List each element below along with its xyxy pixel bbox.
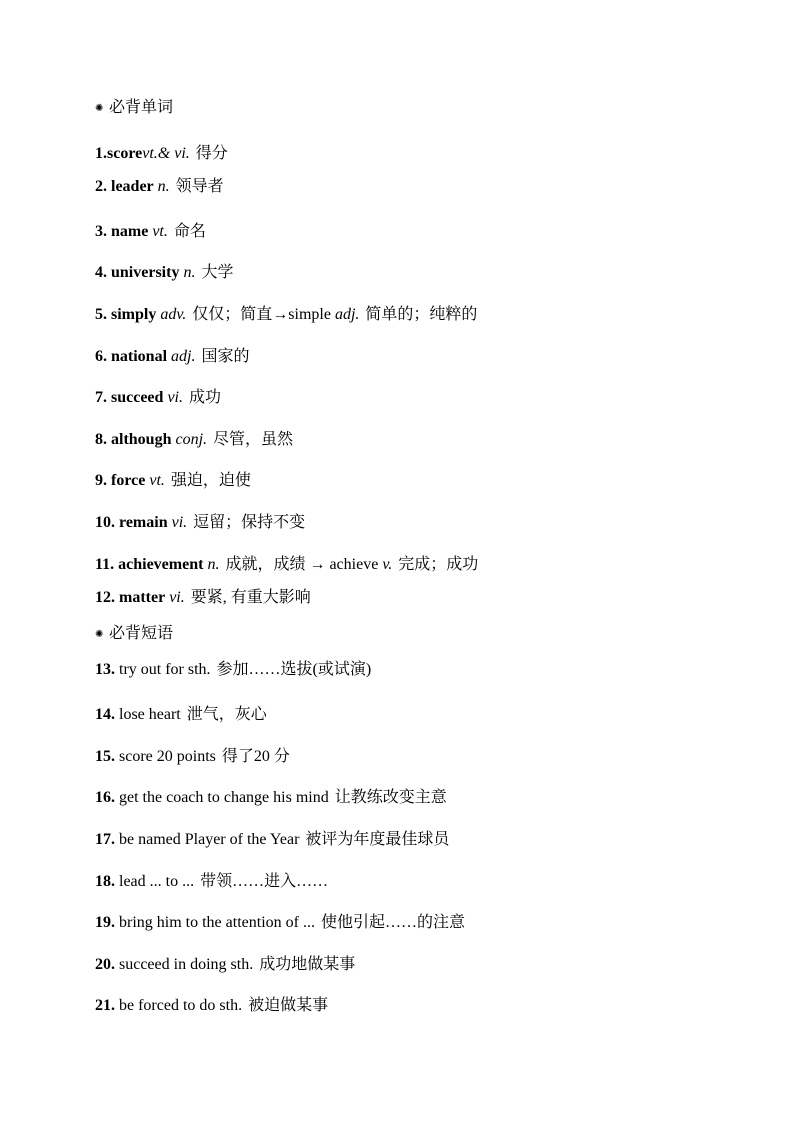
related-part-of-speech: adj. <box>334 306 360 323</box>
related-meaning: 简单的；纯粹的 <box>365 306 478 323</box>
phrase-entry <box>95 660 371 680</box>
entry-word: score <box>107 145 143 162</box>
entry-number: 18. <box>95 873 115 890</box>
word-entry <box>95 388 221 408</box>
entry-meaning: 使他引起……的注意 <box>320 914 465 931</box>
entry-number: 7. <box>95 389 107 406</box>
word-entry <box>95 555 478 575</box>
entry-number: 11. <box>95 556 115 573</box>
related-part-of-speech: v. <box>382 556 393 573</box>
part-of-speech: n. <box>157 178 170 195</box>
entry-meaning: 成功 <box>188 389 221 406</box>
entry-phrase: bring him to the attention of ... <box>119 914 315 931</box>
entry-number: 13. <box>95 661 115 678</box>
part-of-speech: vi. <box>169 589 185 606</box>
entry-meaning: 被评为年度最佳球员 <box>305 831 450 848</box>
entry-word: simply <box>111 306 157 323</box>
part-of-speech: n. <box>207 556 220 573</box>
entry-number: 5. <box>95 306 107 323</box>
related-word: achieve <box>329 556 379 573</box>
entry-phrase: lose heart <box>119 706 181 723</box>
flower-bullet-icon: ✺ <box>95 629 103 640</box>
entry-meaning: 大学 <box>201 264 234 281</box>
entry-number: 3. <box>95 223 107 240</box>
section-heading-phrases <box>95 624 173 645</box>
part-of-speech: adj. <box>171 348 196 365</box>
entry-number: 8. <box>95 431 107 448</box>
section-title: 必背单词 <box>109 99 174 116</box>
word-entry <box>95 263 233 283</box>
entry-number: 1. <box>95 145 107 162</box>
entry-number: 15. <box>95 748 115 765</box>
word-entry <box>95 144 228 164</box>
entry-number: 4. <box>95 264 107 281</box>
part-of-speech: vt. <box>149 472 165 489</box>
entry-meaning: 成就，成绩 → <box>225 556 326 573</box>
entry-word: name <box>111 223 149 240</box>
entry-meaning: 得分 <box>195 145 228 162</box>
entry-word: achievement <box>118 556 204 573</box>
phrase-entry <box>95 872 328 892</box>
word-entry <box>95 513 305 533</box>
entry-meaning: 参加……选拔(或试演) <box>216 661 372 678</box>
flower-bullet-icon: ✺ <box>95 103 103 114</box>
entry-meaning: 逗留；保持不变 <box>193 514 306 531</box>
entry-number: 19. <box>95 914 115 931</box>
entry-meaning: 被迫做某事 <box>248 997 329 1014</box>
entry-word: matter <box>119 589 166 606</box>
entry-number: 9. <box>95 472 107 489</box>
entry-word: national <box>111 348 168 365</box>
entry-meaning: 尽管，虽然 <box>213 431 294 448</box>
part-of-speech: vi. <box>171 514 188 531</box>
entry-number: 6. <box>95 348 107 365</box>
section-heading-words <box>95 98 173 119</box>
phrase-entry <box>95 747 290 767</box>
entry-meaning: 领导者 <box>175 178 224 195</box>
part-of-speech: adv. <box>160 306 187 323</box>
phrase-entry <box>95 788 447 808</box>
word-entry <box>95 471 251 491</box>
phrase-entry <box>95 913 465 933</box>
entry-word: force <box>111 472 146 489</box>
entry-word: leader <box>111 178 154 195</box>
related-word: simple <box>288 306 331 323</box>
entry-meaning: 让教练改变主意 <box>334 789 447 806</box>
entry-meaning: 要紧, 有重大影响 <box>190 589 311 606</box>
entry-meaning: 得了20 分 <box>221 748 290 765</box>
entry-number: 20. <box>95 956 115 973</box>
entry-phrase: score 20 points <box>119 748 216 765</box>
entry-phrase: try out for sth. <box>119 661 211 678</box>
entry-number: 12. <box>95 589 115 606</box>
entry-meaning: 带领……进入…… <box>200 873 329 890</box>
related-meaning: 完成；成功 <box>398 556 479 573</box>
entry-meaning: 国家的 <box>201 348 250 365</box>
part-of-speech: vt. <box>152 223 168 240</box>
part-of-speech: conj. <box>175 431 208 448</box>
entry-number: 16. <box>95 789 115 806</box>
entry-number: 10. <box>95 514 115 531</box>
phrase-entry <box>95 705 267 725</box>
word-entry <box>95 347 249 367</box>
word-entry <box>95 430 293 450</box>
entry-number: 21. <box>95 997 115 1014</box>
entry-word: university <box>111 264 180 281</box>
entry-meaning: 泄气，灰心 <box>186 706 267 723</box>
entry-phrase: succeed in doing sth. <box>119 956 254 973</box>
entry-number: 2. <box>95 178 107 195</box>
part-of-speech: vt.& vi. <box>142 145 190 162</box>
section-title: 必背短语 <box>109 625 174 642</box>
entry-number: 17. <box>95 831 115 848</box>
entry-phrase: lead ... to ... <box>119 873 195 890</box>
phrase-entry <box>95 996 328 1016</box>
entry-word: although <box>111 431 172 448</box>
entry-phrase: be forced to do sth. <box>119 997 243 1014</box>
word-entry <box>95 305 477 325</box>
part-of-speech: vi. <box>167 389 183 406</box>
entry-meaning: 强迫，迫使 <box>170 472 251 489</box>
part-of-speech: n. <box>183 264 196 281</box>
phrase-entry <box>95 830 449 850</box>
entry-meaning: 命名 <box>173 223 206 240</box>
word-entry <box>95 177 224 197</box>
phrase-entry <box>95 955 355 975</box>
entry-number: 14. <box>95 706 115 723</box>
entry-phrase: be named Player of the Year <box>119 831 300 848</box>
entry-meaning: 成功地做某事 <box>259 956 356 973</box>
entry-meaning: 仅仅；简直→ <box>192 306 289 323</box>
word-entry <box>95 588 311 608</box>
entry-word: succeed <box>111 389 164 406</box>
entry-phrase: get the coach to change his mind <box>119 789 329 806</box>
word-entry <box>95 222 206 242</box>
entry-word: remain <box>119 514 168 531</box>
